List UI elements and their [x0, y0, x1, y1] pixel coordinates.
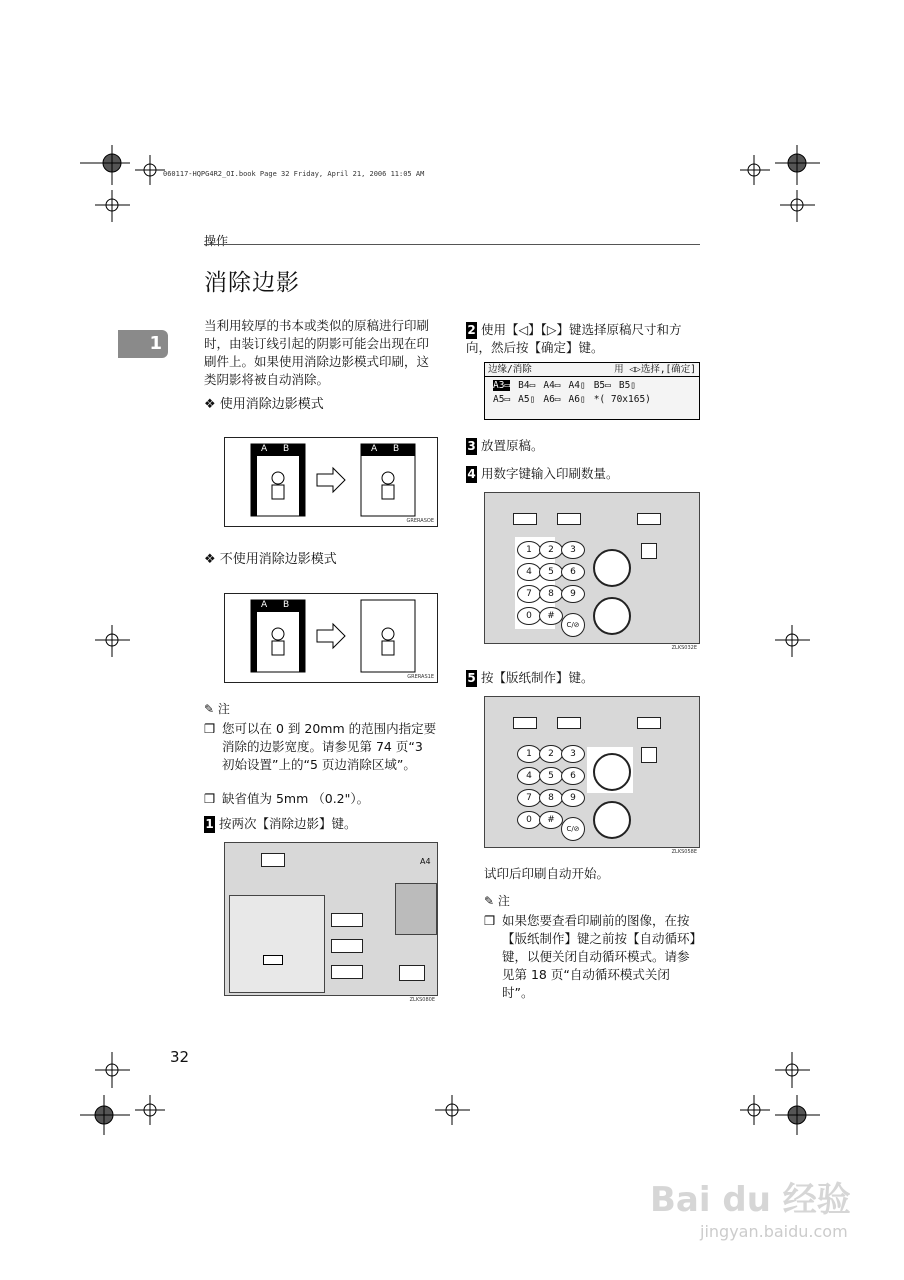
- file-info-header: 060117-HQPG4R2_OI.book Page 32 Friday, April 21, 2006 11:05 AM: [163, 170, 425, 178]
- step-3: 3 放置原稿。: [467, 438, 544, 453]
- lcd-option: A6▯: [568, 394, 586, 405]
- letter-a: A: [261, 600, 268, 610]
- lcd-option: B4▭: [518, 380, 536, 391]
- step-2: 2 使用【◁】【▷】键选择原稿尺寸和方向，然后按【确定】键。: [466, 322, 682, 355]
- pencil-icon: ✎: [204, 702, 215, 716]
- panel-key: [637, 717, 661, 729]
- lcd-option: A5▯: [518, 394, 536, 405]
- print-key: [593, 597, 631, 635]
- key-0: 0: [517, 607, 541, 625]
- key-clear: C/⊘: [561, 817, 585, 841]
- figure-code: ZLKS058E: [671, 849, 697, 855]
- without-mode-illustration: [224, 593, 438, 683]
- master-making-key: [593, 549, 631, 587]
- intro-paragraph: 当利用较厚的书本或类似的原稿进行印刷时，由装订线引起的阴影可能会出现在印刷件上。如果使用消除边影模式印刷，这类阴影将被自动消除。: [204, 318, 430, 387]
- chapter-tab: 1: [118, 330, 168, 358]
- lcd-row: [485, 391, 699, 405]
- side-key: [399, 965, 425, 981]
- letter-a: A: [371, 444, 378, 454]
- checkbox-bullet-icon: ❒: [204, 721, 216, 736]
- page-title: 消除边影: [204, 270, 300, 296]
- letter-b: B: [393, 444, 400, 454]
- numeric-keypad-panel: [484, 492, 700, 651]
- side-key: [331, 913, 363, 927]
- page-number: 32: [170, 1048, 190, 1066]
- key-7: 7: [517, 789, 541, 807]
- lcd-option: B5▯: [618, 380, 637, 391]
- step-number: 3: [467, 439, 476, 453]
- key-7: 7: [517, 585, 541, 603]
- with-mode-illustration: [224, 437, 438, 527]
- figure-code: GRERASOE: [406, 518, 434, 524]
- auto-cycle-key: [641, 543, 657, 559]
- section-title: 操作: [204, 234, 229, 248]
- step-number: 2: [467, 323, 476, 337]
- master-making-key: [593, 753, 631, 791]
- with-mode-label: ❖ 使用消除边影模式: [204, 397, 324, 412]
- panel-key: [513, 513, 537, 525]
- lcd-option: A6▭: [543, 394, 561, 405]
- letter-a: A: [261, 444, 268, 454]
- key-8: 8: [539, 789, 563, 807]
- panel-key: [557, 717, 581, 729]
- key-6: 6: [561, 563, 585, 581]
- key-2: 2: [539, 541, 563, 559]
- letter-b: B: [283, 444, 290, 454]
- book-shadow-diagram: [225, 594, 437, 682]
- checkbox-bullet-icon: ❒: [484, 913, 496, 928]
- paper-size-indicator: A4: [420, 857, 431, 866]
- without-mode-label: ❖ 不使用消除边影模式: [204, 552, 337, 567]
- auto-cycle-key: [641, 747, 657, 763]
- key-5: 5: [539, 767, 563, 785]
- lcd-option: B5▭: [593, 380, 611, 391]
- master-making-panel: [484, 696, 700, 855]
- side-key: [331, 939, 363, 953]
- figure-code: GRERAS1E: [407, 674, 434, 680]
- function-keys-area: [229, 895, 325, 993]
- step-number: 4: [467, 467, 476, 481]
- checkbox-bullet-icon: ❒: [204, 791, 216, 806]
- key-5: 5: [539, 563, 563, 581]
- note-item: ❒ 如果您要查看印刷前的图像，在按【版纸制作】键之前按【自动循环】键，以便关闭自动循环模式。请参见第 18 页“自动循环模式关闭时”。: [484, 913, 696, 1000]
- lcd-option-selected: A3▭: [493, 380, 511, 391]
- lcd-option: *( 70x165): [593, 394, 651, 405]
- key-clear: C/⊘: [561, 613, 585, 637]
- display-screen: [395, 883, 437, 935]
- key-8: 8: [539, 585, 563, 603]
- key-6: 6: [561, 767, 585, 785]
- step-4: 4 用数字键输入印刷数量。: [467, 466, 619, 481]
- control-panel-illustration: [224, 842, 438, 1003]
- lcd-display: [484, 362, 700, 420]
- book-shadow-removed-diagram: [225, 438, 437, 526]
- figure-code: ZLKS080E: [409, 997, 435, 1003]
- key-4: 4: [517, 767, 541, 785]
- key-9: 9: [561, 789, 585, 807]
- panel-key: [513, 717, 537, 729]
- header-rule: [204, 244, 700, 245]
- note-item: ❒ 缺省值为 5mm （0.2"）。: [204, 791, 370, 806]
- key-hash: #: [539, 811, 563, 829]
- letter-b: B: [283, 600, 290, 610]
- key-4: 4: [517, 563, 541, 581]
- step-number: 5: [467, 671, 476, 685]
- note-item: ❒ 您可以在 0 到 20mm 的范围内指定要消除的边影宽度。请参见第 74 页“3 初始设置”上的“5 页边消除区域”。: [204, 721, 437, 772]
- figure-code: ZLKS032E: [671, 645, 697, 651]
- highlighted-key: [263, 955, 283, 965]
- lcd-option: A4▯: [568, 380, 586, 391]
- lcd-option: A5▭: [493, 394, 511, 405]
- key-3: 3: [561, 745, 585, 763]
- watermark-url: jingyan.baidu.com: [700, 1222, 848, 1241]
- side-key: [331, 965, 363, 979]
- key-2: 2: [539, 745, 563, 763]
- step-5: 5 按【版纸制作】键。: [467, 670, 594, 685]
- lcd-option: A4▭: [543, 380, 561, 391]
- step-number: 1: [205, 817, 214, 831]
- lcd-row: [485, 377, 699, 391]
- key-1: 1: [517, 541, 541, 559]
- key-3: 3: [561, 541, 585, 559]
- step-1: 1 按两次【消除边影】键。: [205, 816, 357, 831]
- panel-key: [637, 513, 661, 525]
- note-heading: ✎ 注: [204, 702, 230, 716]
- note-heading: ✎ 注: [484, 894, 510, 908]
- key-0: 0: [517, 811, 541, 829]
- print-key: [593, 801, 631, 839]
- key-1: 1: [517, 745, 541, 763]
- pencil-icon: ✎: [484, 894, 495, 908]
- watermark-brand: Bai du 经验: [650, 1180, 851, 1220]
- lcd-header: 边缘/消除 用 ◁▷选择,[确定]: [485, 363, 699, 377]
- key-hash: #: [539, 607, 563, 625]
- erase-edge-button: [261, 853, 285, 867]
- panel-key: [557, 513, 581, 525]
- key-9: 9: [561, 585, 585, 603]
- after-step-text: 试印后印刷自动开始。: [484, 866, 610, 881]
